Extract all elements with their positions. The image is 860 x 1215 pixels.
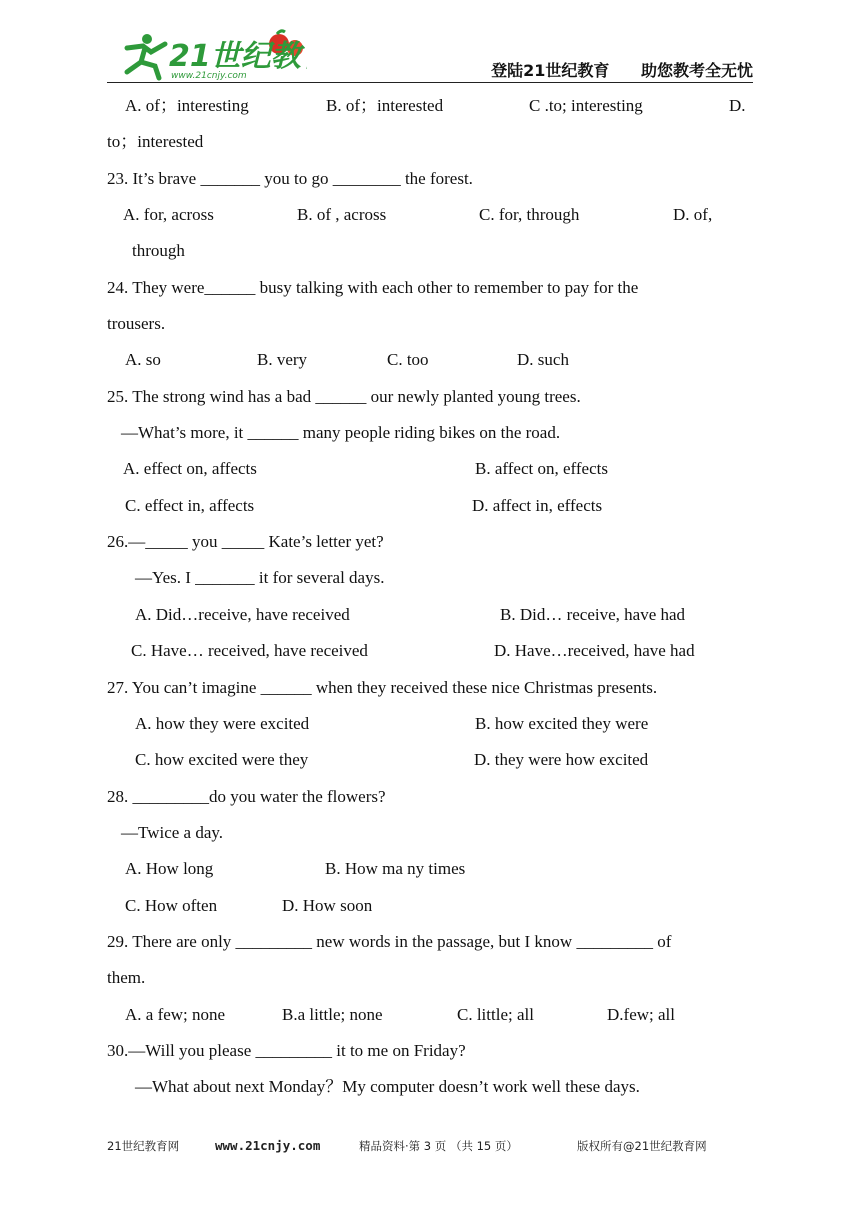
q27-stem: 27. You can’t imagine ______ when they received these nice Christmas presents. xyxy=(107,677,658,697)
footer-page-info: 精品资料·第 3 页 （共 15 页） xyxy=(359,1139,518,1153)
slogan-left: 登陆21世纪教育 xyxy=(491,61,610,80)
q25-stem: 25. The strong wind has a bad ______ our newly planted young trees. xyxy=(107,386,581,406)
page-footer xyxy=(107,1138,753,1158)
option-b: B. very xyxy=(257,350,308,370)
question-stem xyxy=(107,270,753,306)
option-b: B.a little; none xyxy=(282,1004,383,1024)
option-continuation xyxy=(107,233,753,269)
option-c: C. effect in, affects xyxy=(125,495,255,515)
question-stem-2 xyxy=(107,1069,753,1105)
option-a: A. of；interesting xyxy=(125,96,249,115)
option-b: B. How ma ny times xyxy=(325,859,466,879)
site-logo xyxy=(107,28,307,82)
option-a: A. effect on, affects xyxy=(123,459,257,479)
option-a: A. so xyxy=(125,350,161,370)
q30-stem-2: —What about next Monday？My computer doesn’t work well these days. xyxy=(135,1077,640,1097)
option-c: C .to; interesting xyxy=(529,96,643,115)
options-row xyxy=(107,197,753,233)
q24-stem-cont: trousers. xyxy=(107,314,166,334)
options-row xyxy=(107,88,753,124)
footer-site-name: 21世纪教育网 xyxy=(107,1139,180,1153)
option-d: D. affect in, effects xyxy=(472,495,603,515)
option-a: A. for, across xyxy=(123,205,214,225)
question-stem xyxy=(107,670,753,706)
option-b: B. affect on, effects xyxy=(475,459,608,479)
option-c: C. Have… received, have received xyxy=(131,641,368,661)
option-d-cont: to；interested xyxy=(107,132,204,152)
question-stem-2 xyxy=(107,815,753,851)
page-header xyxy=(107,28,753,84)
question-stem-cont xyxy=(107,306,753,342)
q28-stem-2: —Twice a day. xyxy=(121,822,224,842)
question-stem-2 xyxy=(107,560,753,596)
option-b: B. how excited they were xyxy=(475,713,649,733)
option-d: D. Have…received, have had xyxy=(494,641,695,661)
option-continuation xyxy=(107,124,753,160)
options-row xyxy=(107,488,753,524)
slogan-right: 助您教考全无忧 xyxy=(640,61,753,80)
option-c: C. little; all xyxy=(457,1004,534,1024)
option-d: D. xyxy=(729,96,746,115)
logo-graphic xyxy=(107,28,307,82)
q24-stem: 24. They were______ busy talking with each other to remember to pay for the xyxy=(107,277,639,297)
options-row xyxy=(107,597,753,633)
header-divider xyxy=(107,82,753,83)
question-stem xyxy=(107,779,753,815)
footer-site-url[interactable]: www.21cnjy.com xyxy=(215,1138,321,1153)
options-row xyxy=(107,706,753,742)
option-d: D. How soon xyxy=(282,895,373,915)
q26-stem-2: —Yes. I _______ it for several days. xyxy=(135,568,385,588)
question-stem xyxy=(107,379,753,415)
option-d-cont: through xyxy=(132,241,185,261)
options-row xyxy=(107,451,753,487)
question-stem-2 xyxy=(107,415,753,451)
q30-stem: 30.—Will you please _________ it to me on Friday? xyxy=(107,1040,466,1060)
option-a: A. Did…receive, have received xyxy=(135,604,350,624)
options-row xyxy=(107,633,753,669)
question-stem xyxy=(107,524,753,560)
option-d: D. such xyxy=(517,350,569,370)
option-a: A. How long xyxy=(125,859,214,879)
logo-url-text: www.21cnjy.com xyxy=(171,71,247,81)
option-c: C. too xyxy=(387,350,429,370)
options-row xyxy=(107,851,753,887)
option-d: D. they were how excited xyxy=(474,750,649,770)
question-stem xyxy=(107,161,753,197)
question-stem xyxy=(107,924,753,960)
option-c: C. how excited were they xyxy=(135,750,309,770)
header-slogan xyxy=(465,58,753,81)
footer-copyright: 版权所有@21世纪教育网 xyxy=(577,1139,707,1153)
option-b: B. of , across xyxy=(297,205,387,225)
option-b: B. Did… receive, have had xyxy=(500,604,686,624)
options-row xyxy=(107,888,753,924)
option-c: C. How often xyxy=(125,895,218,915)
q23-stem: 23. It’s brave _______ you to go ________ the forest. xyxy=(107,168,473,188)
q26-stem: 26.—_____ you _____ Kate’s letter yet? xyxy=(107,532,384,552)
option-d: D.few; all xyxy=(607,1004,675,1024)
logo-text: 21世纪教 xyxy=(169,39,301,74)
q25-stem-2: —What’s more, it ______ many people riding bikes on the road. xyxy=(121,423,561,443)
option-a: A. a few; none xyxy=(125,1004,226,1024)
q29-stem-cont: them. xyxy=(107,968,146,988)
question-stem-cont xyxy=(107,960,753,996)
q28-stem: 28. _________do you water the flowers? xyxy=(107,786,386,806)
question-stem xyxy=(107,1033,753,1069)
question-list xyxy=(107,88,753,1106)
options-row xyxy=(107,997,753,1033)
options-row xyxy=(107,342,753,378)
options-row xyxy=(107,742,753,778)
option-c: C. for, through xyxy=(479,205,580,225)
option-b: B. of；interested xyxy=(326,96,444,115)
q29-stem: 29. There are only _________ new words in the passage, but I know _________ of xyxy=(107,931,672,951)
option-a: A. how they were excited xyxy=(135,713,310,733)
option-d: D. of, xyxy=(673,205,713,225)
